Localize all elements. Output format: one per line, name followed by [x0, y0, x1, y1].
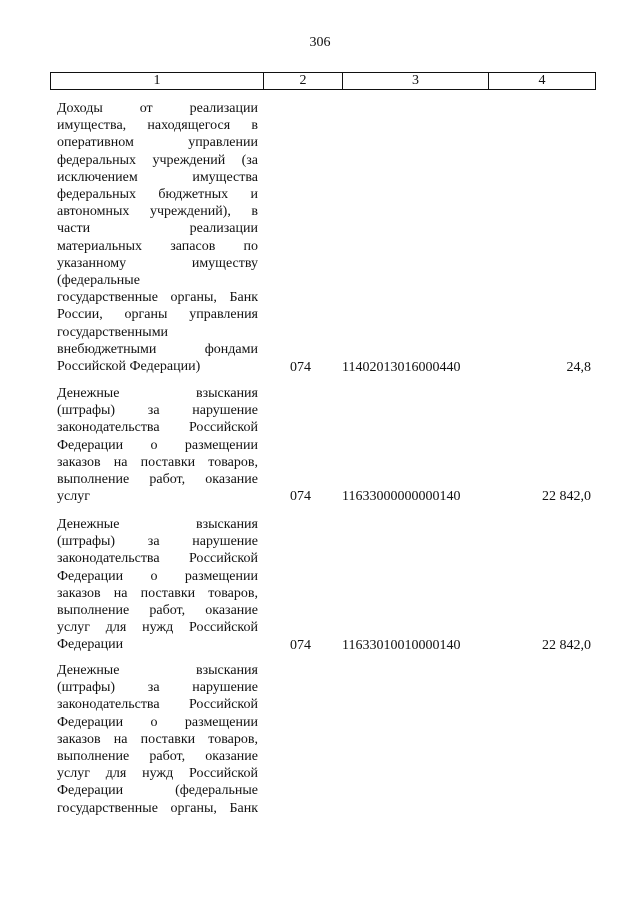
budget-classification-code: 11633000000000140 — [342, 489, 461, 504]
description-line: исключением имущества — [57, 169, 258, 185]
description-line: оперативном управлении — [57, 135, 258, 151]
description-line: законодательства Российской — [57, 420, 258, 436]
admin-code: 074 — [290, 360, 311, 375]
page-number: 306 — [309, 35, 331, 50]
description-line: услуг для нужд Российской — [57, 620, 258, 636]
description-line: Федерации о размещении — [57, 568, 258, 584]
description-line: автономных учреждений), в — [57, 204, 258, 220]
description-line: материальных запасов по — [57, 238, 258, 254]
table-row — [57, 516, 597, 654]
description-line: выполнение работ, оказание — [57, 749, 258, 765]
description-line: выполнение работ, оказание — [57, 603, 258, 619]
description-line: Федерации — [57, 637, 124, 653]
table-row — [57, 100, 597, 375]
admin-code: 074 — [290, 489, 311, 504]
description-line: Денежные взыскания — [57, 386, 258, 401]
description-line: части реализации — [57, 221, 258, 237]
header-col-3: 3 — [343, 73, 489, 89]
budget-classification-code: 11402013016000440 — [342, 360, 461, 375]
table-header — [50, 72, 596, 90]
description-line: заказов на поставки товаров, — [57, 731, 258, 747]
description-line: заказов на поставки товаров, — [57, 454, 258, 470]
description-line: законодательства Российской — [57, 697, 258, 713]
description-line: услуг для нужд Российской — [57, 766, 258, 782]
description-line: услуг — [57, 489, 90, 505]
header-col-2: 2 — [264, 73, 343, 89]
description-line: (штрафы) за нарушение — [57, 403, 258, 419]
row-description — [57, 516, 258, 654]
amount: 22 842,0 — [542, 489, 591, 504]
table-row — [57, 662, 597, 817]
amount: 24,8 — [566, 360, 591, 375]
description-line: (штрафы) за нарушение — [57, 534, 258, 550]
description-line: государственные органы, Банк — [57, 800, 258, 816]
description-line: Федерации (федеральные — [57, 783, 258, 799]
description-line: (федеральные — [57, 273, 140, 289]
row-description — [57, 100, 258, 375]
description-line: внебюджетными фондами — [57, 341, 258, 357]
description-line: указанному имуществу — [57, 255, 258, 271]
description-line: Федерации о размещении — [57, 437, 258, 453]
description-line: Федерации о размещении — [57, 714, 258, 730]
description-line: Доходы от реализации — [57, 101, 258, 116]
table-row — [57, 385, 597, 505]
description-line: федеральных учреждений (за — [57, 152, 258, 168]
amount: 22 842,0 — [542, 638, 591, 653]
description-line: России, органы управления — [57, 307, 258, 323]
description-line: федеральных бюджетных и — [57, 187, 258, 203]
description-line: (штрафы) за нарушение — [57, 680, 258, 696]
description-line: Денежные взыскания — [57, 663, 258, 678]
header-col-4: 4 — [538, 73, 546, 88]
description-line: государственные органы, Банк — [57, 290, 258, 306]
header-col-1: 1 — [51, 73, 264, 89]
description-line: законодательства Российской — [57, 551, 258, 567]
row-description — [57, 385, 258, 505]
admin-code: 074 — [290, 638, 311, 653]
description-line: Денежные взыскания — [57, 517, 258, 532]
description-line: Российской Федерации) — [57, 359, 201, 375]
description-line: государственными — [57, 324, 169, 340]
description-line: заказов на поставки товаров, — [57, 585, 258, 601]
budget-classification-code: 11633010010000140 — [342, 638, 461, 653]
row-description — [57, 662, 258, 817]
description-line: имущества, находящегося в — [57, 118, 258, 134]
description-line: выполнение работ, оказание — [57, 472, 258, 488]
